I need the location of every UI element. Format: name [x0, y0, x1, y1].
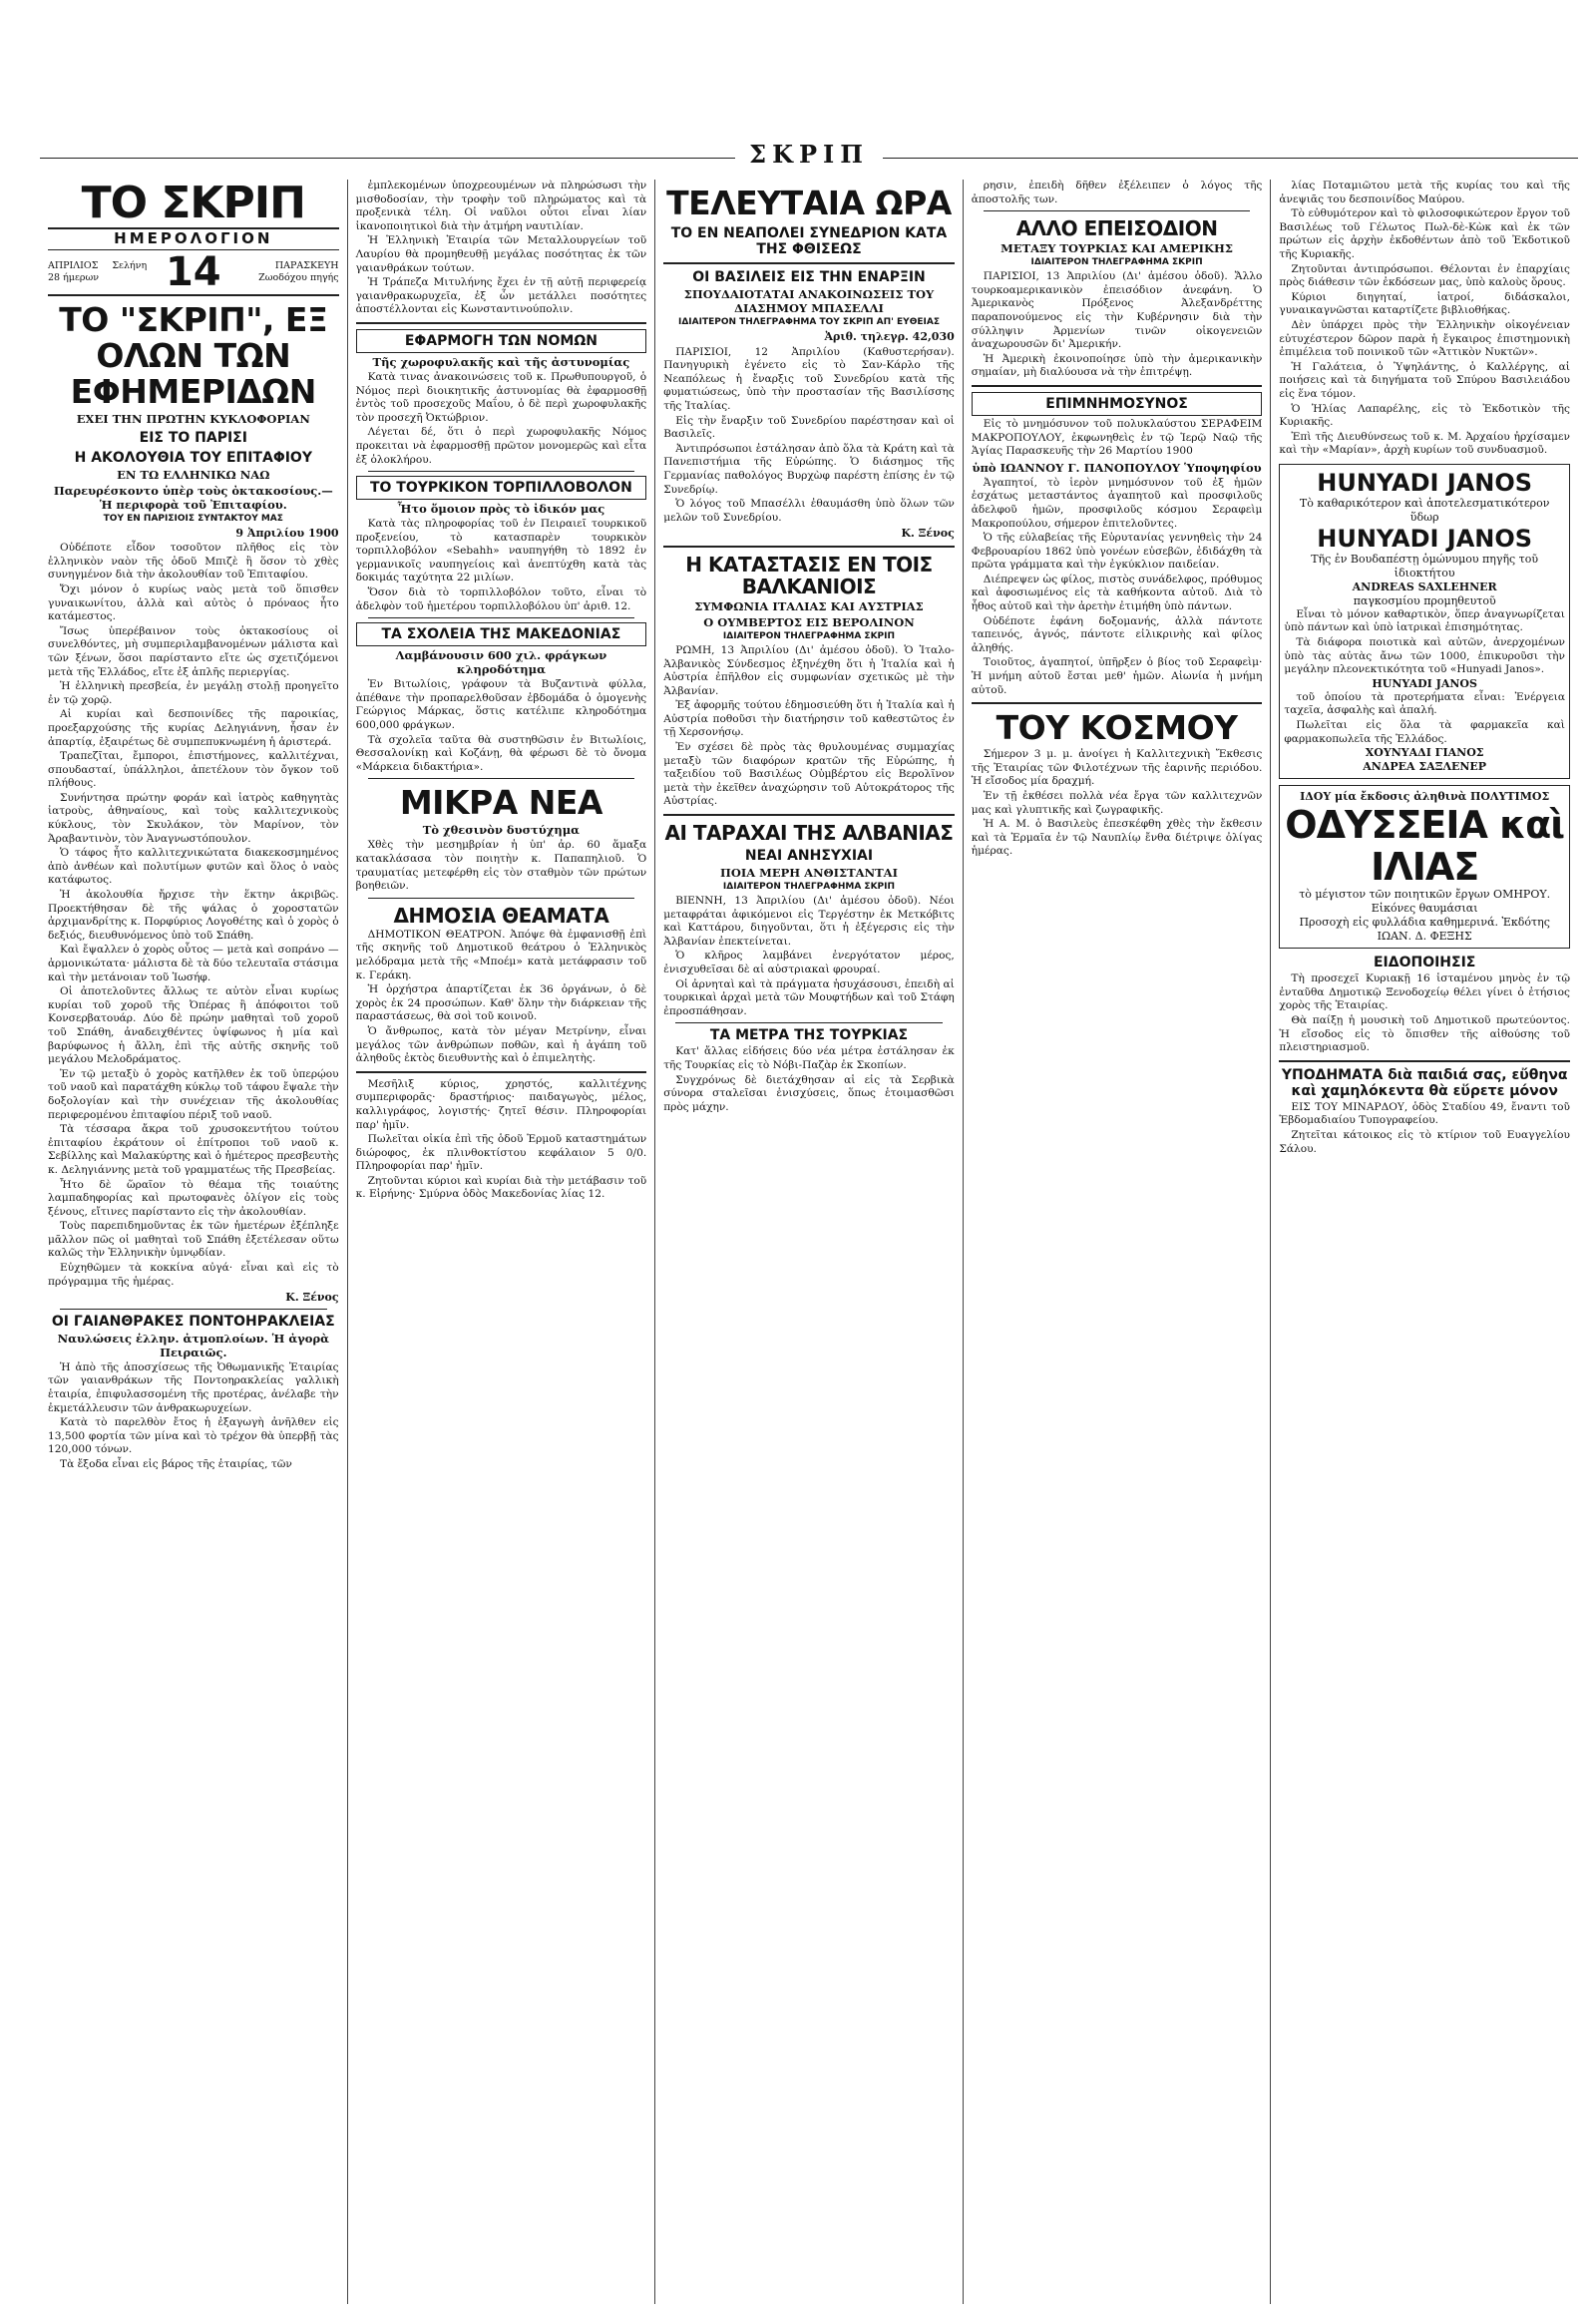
paragraph: Πωλεῖται οἰκία ἐπὶ τῆς ὁδοῦ Ἑρμοῦ καταστημάτων διώροφος, ἐκ πλινθοκτίστου κεφάλαιον 5 0/0. Πληροφορίαι παρ' ἡμῖν. [355, 1133, 647, 1173]
paragraph: Ἡ Α. Μ. ὁ Βασιλεὺς ἐπεσκέφθη χθὲς τὴν ἔκθεσιν καὶ τὰ Ἑρμαῖα ἐν τῷ Ναυπλίῳ ἔνθα διέτριψε ὀλίγας ἡμέρας. [971, 818, 1263, 858]
headline: ΤΑ ΣΧΟΛΕΙΑ ΤΗΣ ΜΑΚΕΔΟΝΙΑΣ [356, 622, 647, 646]
divider [368, 617, 635, 618]
paragraph: Εἰς τὸ μνημόσυνον τοῦ πολυκλαύστου ΣΕΡΑΦΕΙΜ ΜΑΚΡΟΠΟΥΛΟΥ, ἐκφωνηθεὶς ἐν τῷ Ἱερῷ Ναῷ τῆς Ἁγίας Παρασκευῆς τὴν 26 Μαρτίου 1900 [971, 417, 1263, 458]
paragraph: Ἐξ ἀφορμῆς τούτου ἐδημοσιεύθη ὅτι ἡ Ἰταλία καὶ ἡ Αὐστρία ποθοῦσι τὴν διατήρησιν τοῦ καθεστῶτος ἐν τῇ Χερσονήσῳ. [663, 699, 955, 739]
ad-title: ΟΔΥΣΣΕΙΑ καὶ ΙΛΙΑΣ [1285, 803, 1565, 890]
paragraph: Ἡ Ἀμερικὴ ἐκοινοποίησε ὑπὸ τὴν ἀμερικανικὴν σημαίαν, μὴ διαλύουσα νὰ τὴν ἐπιτρέψῃ. [971, 352, 1263, 379]
ad-line: ΑΝΔΡΕΑ ΣΑΞΛΕΝΕΡ [1363, 760, 1487, 774]
paragraph: Ἡ ἑλληνικὴ πρεσβεία, ἐν μεγάλῃ στολῇ προηγεῖτο ἐν τῷ χορῷ. [48, 680, 339, 706]
divider [972, 702, 1263, 704]
paragraph: Ἡ ἀκολουθία ἤρχισε τὴν ἕκτην ἀκριβῶς. Προεκτήθησαν δὲ τῆς ψάλας ὁ χοροστατῶν ἀρχιμανδρίτης κ. Πορφύριος Λογοθέτης καὶ ὁ χορὸς ὁ δεξιός, διευθυνόμενος ὑπὸ τοῦ Σπάθη. [48, 889, 339, 942]
paragraph: Ἀγαπητοί, τὸ ἱερὸν μνημόσυνον τοῦ ἐξ ἡμῶν ἐσχάτως μεταστάντος ἀγαπητοῦ καὶ προσφιλοῦς ἀδελφοῦ ἡμῶν, προσφιλοῦς κόσμου Σεραφεὶμ Μακροπούλου, σήμερον ἐπιτελοῦντες. [971, 476, 1263, 530]
headline: ΤΟ "ΣΚΡΙΠ", ΕΞ ΟΛΩΝ ΤΩΝ ΕΦΗΜΕΡΙΔΩΝ [59, 299, 328, 411]
kicker: Λαμβάνουσιν 600 χιλ. φράγκων κληροδότημα [395, 648, 607, 677]
paragraph: Οἱ ἀποτελοῦντες ἄλλως τε αὐτὸν εἶναι κυρίως κυρίαι τοῦ χοροῦ τῆς Ὀπέρας ἢ ἀπόφοιτοι τοῦ Κονσερβατουάρ. Δύο δὲ πρώην μαθηταὶ τοῦ χοροῦ τοῦ Σπάθη, ἀναδειχθέντες ὑψίφωνος ἡ μία καὶ βαρύφωνος ἡ ἄλλη, ἐπὶ τῆς αὐτῆς σκηνῆς τοῦ μεγάλου Μελοδράματος. [48, 985, 339, 1066]
paragraph: Ὁ ἄνθρωπος, κατὰ τὸν μέγαν Μετρίνην, εἶναι μεγάλος τῶν ἀνθρώπων ποθῶν, καὶ ἡ ἀγάπη τοῦ ἀληθοῦς ἐκτὸς διευθυντὴς καὶ ὁ ἐπιμελητὴς. [355, 1024, 647, 1065]
ad-line: παγκοσμίου προμηθευτοῦ [1353, 593, 1496, 607]
paragraph: Συνήντησα πρώτην φοράν καὶ ἰατρὸς καθηγητὰς ἰατροὺς, ἀθηναίους, καὶ τοὺς καλλιτεχνικοὺς κύκλους, τὸν Σκυλάκον, τὸν Μαρίνον, τὸν Ἀραβαντινὸν, τὸν Ἀναγνωστόπουλον. [48, 791, 339, 845]
paragraph: Κατὰ τὰς πληροφορίας τοῦ ἐν Πειραιεῖ τουρκικοῦ προξενείου, τὸ κατασπαρὲν τουρκικὸν τορπιλλοβόλον «Sebahh» ναυπηγήθη τὸ 1892 ἐν γερμανικοῖς ναυπηγείοις καὶ ἀνεπτύχθη κατὰ τὰς δοκιμάς ταχύτητα 22 μιλίων. [355, 518, 647, 584]
signature: Κ. Ξένος [285, 1291, 339, 1305]
kicker: Τῆς χωροφυλακῆς καὶ τῆς ἀστυνομίας [372, 354, 630, 369]
date-left: ΑΠΡΙΛΙΟΣ Σελήνη 28 ήμερων [48, 259, 148, 283]
paragraph: Ὅσον διὰ τὸ τορπιλλοβόλον τοῦτο, εἶναι τὸ ἀδελφὸν τοῦ ἡμετέρου τορπιλλοβόλου ὑπ' ἀριθ. 12. [355, 586, 647, 612]
paragraph: Ἀντιπρόσωποι ἐστάλησαν ἀπὸ ὅλα τὰ Κράτη καὶ τὰ Πανεπιστήμια τῆς Εὐρώπης. Ὁ διάσημος τῆς Γερμανίας παθολόγος Βυρχὼφ παρέστη ἐπίσης ἐν τῷ Συνεδρίῳ. [663, 442, 955, 496]
paragraph: Θὰ παίξῃ ἡ μουσικὴ τοῦ Δημοτικοῦ πρωτεύοντος. Ἡ εἴσοδος εἰς τὸ ὅπισθεν τῆς αἰθούσης τοῦ πλειστηριασμοῦ. [1279, 1014, 1570, 1054]
headline: ΕΙΔΟΠΟΙΗΣΙΣ [1373, 955, 1476, 971]
signature: Κ. Ξένος [901, 527, 955, 541]
paragraph: Ὁ Ἡλίας Λαπαρέλης, εἰς τὸ Ἐκδοτικὸν τῆς Κυριακῆς. [1279, 402, 1570, 429]
paragraph: ἐμπλεκομένων ὑποχρεουμένων νὰ πληρώσωσι τὴν μισθοδοσίαν, τὴν τροφὴν τοῦ πληρώματος καὶ τὰ προξενικὰ τέλη. Οἱ ναῦλοι οὗτοι εἶναι λίαν ἱκανοποιητικοὶ διὰ τὴν ἀτμήρη ναυτιλίαν. [355, 180, 647, 232]
kicker: ΣΠΟΥΔΑΙΟΤΑΤΑΙ ΑΝΑΚΟΙΝΩΣΕΙΣ ΤΟΥ ΔΙΑΣΗΜΟΥ ΜΠΑΣΕΛΛΙ [683, 287, 935, 315]
paragraph: Ἡ Γαλάτεια, ὁ Ὑψηλάντης, ὁ Καλλέργης, αἱ ποιήσεις καὶ τὰ διηγήματα τοῦ Σπύρου Βασιλειάδου εἰς ἕνα τόμον. [1279, 360, 1570, 400]
paragraph: Κατ' ἄλλας εἰδήσεις δύο νέα μέτρα ἐστάλησαν ἐκ τῆς Τουρκίας εἰς τὸ Νόβι-Παζὰρ ἐκ Σκοπίων. [663, 1045, 955, 1071]
paragraph: Ἐν σχέσει δὲ πρὸς τὰς θρυλουμένας συμμαχίας μεταξὺ τῶν διαφόρων κρατῶν τῆς Εὐρώπης, ἡ ταξειδίου τοῦ Βασιλέως Οὐμβέρτου εἰς Βερολῖνον μετὰ τὴν ἐκεῖθεν ἀναχώρησιν τοῦ Αὐτοκράτορος τῆς Αὐστρίας. [663, 741, 955, 808]
kicker: Τὸ χθεσινὸν δυστύχημα [422, 823, 580, 838]
paragraph: Οὐδέποτε εἶδον τοσοῦτον πλῆθος εἰς τὸν ἑλληνικὸν ναὸν τῆς ὁδοῦ Μπιζὲ ἢ ὅσον τὸ χθὲς συνηγμένον διὰ τὴν ἀκολουθίαν τοῦ Ἐπιταφίου. [48, 542, 339, 581]
dateline-date: 9 Ἀπριλίου 1900 [235, 526, 339, 540]
ad-line: τὸ μέγιστον τῶν ποιητικῶν ἔργων ΟΜΗΡΟΥ. Εἰκόνες θαυμάσιαι [1299, 888, 1551, 916]
dispatch-source: ΙΔΙΑΙΤΕΡΟΝ ΤΗΛΕΓΡΑΦΗΜΑ ΣΚΡΙΠ [722, 630, 896, 641]
paragraph: Μεσῆλιξ κύριος, χρηστός, καλλιτέχνης συμπεριφορᾶς· δραστήριος· παιδαγωγὸς, μέλος, καλλιγράφος, λογιστής· ζητεῖ θέσιν. Πληροφορίαι παρ' ἡμῖν. [355, 1077, 647, 1131]
column-2 [347, 180, 655, 2304]
kicker: ΠΟΙΑ ΜΕΡΗ ΑΝΘΙΣΤΑΝΤΑΙ [719, 866, 898, 881]
paragraph: ΕΙΣ ΤΟΥ ΜΙΝΑΡΔΟΥ, ὁδὸς Σταδίου 49, ἔναντι τοῦ Ἑβδομαδιαίου Τυπογραφείου. [1279, 1100, 1570, 1127]
paragraph: Τὰ διάφορα ποιοτικὰ καὶ αὐτῶν, ἀνερχομένων ὑπὸ τὰς αὐτὰς ἄνω τῶν 1000, ἐπικυροῦσι τὴν μεγάλην πλεονεκτικότητα τοῦ «Hunyadi Janos». [1284, 636, 1565, 676]
dispatch-source: ΙΔΙΑΙΤΕΡΟΝ ΤΗΛΕΓΡΑΦΗΜΑ ΣΚΡΙΠ [722, 882, 896, 893]
paragraph: Ἡ Ἑλληνικὴ Ἑταιρία τῶν Μεταλλουργείων τοῦ Λαυρίου θὰ προμηθευθῇ μεγάλας ποσότητας ἐκ τῶν γαιανθράκων τούτων. [355, 234, 647, 274]
paragraph: Ἐν Βιτωλίοις, γράφουν τὰ Βυζαντινὰ φύλλα, ἀπέθανε τὴν προπαρελθοῦσαν ἑβδομάδα ὁ ὁμογενὴς Γεώργιος Μάρκας, ὅστις κατέλιπε κληροδότημα 600,000 φράγκων. [355, 678, 647, 732]
date-day: 14 [165, 248, 221, 295]
paragraph: Τὴ προσεχεῖ Κυριακῇ 16 ἱσταμένου μηνὸς ἐν τῷ ἐνταῦθα Δημοτικῷ Ξενοδοχείῳ θέλει γίνει ὁ ἐτήσιος χορὸς τῆς Ἑταιρίας. [1279, 972, 1570, 1012]
paragraph: Κατὰ τὸ παρελθὸν ἔτος ἡ ἐξαγωγὴ ἀνῆλθεν εἰς 13,500 φορτία τῶν μίνα καὶ τὸ τρέχον θὰ ὑπερβῇ τὰς 120,000 τόνων. [48, 1416, 339, 1456]
paragraph: Τὰ ἔξοδα εἶναι εἰς βάρος τῆς ἑταιρίας, τῶν [60, 1458, 292, 1470]
dateline: ΤΟΥ ΕΝ ΠΑΡΙΣΙΟΙΣ ΣΥΝΤΑΚΤΟΥ ΜΑΣ [103, 513, 283, 524]
paragraph: τοῦ ὁποίου τὰ προτερήματα εἶναι: Ἐνέργεια ταχεῖα, ἀσφαλὴς καὶ ἀπαλή. [1284, 690, 1565, 717]
kicker: Παρευρέσκοντο ὑπὲρ τοὺς ὀκτακοσίους.—Ἡ περιφορὰ τοῦ Ἐπιταφίου. [53, 483, 333, 512]
paragraph: Δὲν ὑπάρχει πρὸς τὴν Ἑλληνικὴν οἰκογένειαν εὐτυχέστερον δῶρον παρὰ ἡ ἔγκαιρος ἐπιστημονικὴ ἐπιμέλεια τοῦ ποινικοῦ τῶν «Ἀττικὸν Νυκτῶν». [1279, 318, 1570, 359]
paragraph: Ὁ λόγος τοῦ Μπασέλλι ἐθαυμάσθη ὑπὸ ὅλων τῶν μελῶν τοῦ Συνεδρίου. [663, 498, 955, 524]
divider [1279, 1060, 1570, 1062]
paragraph: Ἡ Τράπεζα Μιτυλήνης ἔχει ἐν τῇ αὐτῇ περιφερείᾳ γαιανθρακωρυχεῖα, ἐξ ὧν μετάλλει ποσότητες ἀποστέλλονται εἰς Κωνσταντινούπολιν. [355, 276, 647, 316]
advertisement-hunyadi [1279, 464, 1570, 779]
paragraph: Τὸ εὐθυμότερον καὶ τὸ φιλοσοφικώτερον ἔργον τοῦ Βασιλέως τοῦ Γέλωτος Πωλ-δὲ-Κὼκ καὶ ἐκ τῶν πρώτων εἰς ἀρχὴν ἐκδοθέντων ἀπὸ τοῦ Ἐκδοτικοῦ τῆς Κυριακῆς. [1279, 207, 1570, 260]
paragraph: Ἡ ὀρχήστρα ἀπαρτίζεται ἐκ 36 ὀργάνων, ὁ δὲ χορὸς ἐκ 24 προσώπων. Καθ' ὅλην τὴν διάρκειαν τῆς παραστάσεως, θὰ σοὶ τοῦ κοινοῦ. [355, 983, 647, 1023]
paragraph: Οἱ ἀρνηταὶ καὶ τὰ πράγματα ἡσυχάσουσι, ἐπειδὴ αἱ τουρκικαὶ ἀρχαὶ μετὰ τῶν Μουφτήδων καὶ τοῦ Στάφη ἐπροσπάθησαν. [663, 977, 955, 1017]
ad-line: ΙΔΟΥ μία ἔκδοσις ἀληθινὰ ΠΟΛΥΤΙΜΟΣ [1300, 790, 1550, 804]
kicker: ΣΥΜΦΩΝΙΑ ΙΤΑΛΙΑΣ ΚΑΙ ΑΥΣΤΡΙΑΣ [694, 598, 924, 613]
divider [675, 1022, 943, 1023]
paragraph: Σήμερον 3 μ. μ. ἀνοίγει ἡ Καλλιτεχνικὴ Ἔκθεσις τῆς Ἑταιρίας τῶν Φιλοτέχνων τῆς ἐαρινῆς περιόδου. Ἡ εἴσοδος μία δραχμή. [971, 748, 1263, 788]
paragraph: ρησιν, ἐπειδὴ δῆθεν ἐξέλειπεν ὁ λόγος τῆς ἀποστολῆς των. [971, 180, 1263, 205]
headline: ΤΟ ΤΟΥΡΚΙΚΟΝ ΤΟΡΠΙΛΛΟΒΟΛΟΝ [356, 476, 647, 500]
headline: ΤΟ ΕΝ ΝΕΑΠΟΛΕΙ ΣΥΝΕΔΡΙΟΝ ΚΑΤΑ ΤΗΣ ΦΘΙΣΕΩΣ [670, 225, 948, 257]
divider [368, 898, 635, 899]
ad-line: ANDREAS SAXLEHNER [1352, 580, 1497, 593]
paragraph: Αἱ κυρίαι καὶ δεσποινίδες τῆς παροικίας, προεξαρχούσης τῆς κυρίας Δεληγιάννη, ἦσαν ἐν ἀπαρτίᾳ, ἐξαιρέτως δὲ συμπεπυκνωμένη ἡ ἀριστερά. [48, 708, 339, 748]
headline: Η ΚΑΤΑΣΤΑΣΙΣ ΕΝ ΤΟΙΣ ΒΑΛΚΑΝΙΟΙΣ [685, 552, 933, 598]
advertisement-odyssey [1279, 785, 1570, 949]
column-5 [1270, 180, 1578, 2304]
headline: ΔΗΜΟΣΙΑ ΘΕΑΜΑΤΑ [393, 903, 609, 928]
date-box [48, 249, 339, 296]
headline: ΟΙ ΓΑΙΑΝΘΡΑΚΕΣ ΠΟΝΤΟΗΡΑΚΛΕΙΑΣ [51, 1313, 335, 1330]
paragraph: Πωλεῖται εἰς ὅλα τὰ φαρμακεῖα καὶ φαρμακοπωλεῖα τῆς Ἑλλάδος. [1284, 719, 1565, 745]
divider [663, 262, 955, 264]
dispatch-source: ΙΔΙΑΙΤΕΡΟΝ ΤΗΛΕΓΡΑΦΗΜΑ ΣΚΡΙΠ [1030, 257, 1203, 268]
ad-line: Τὸ καθαρικότερον καὶ ἀποτελεσματικότερον ὕδωρ [1299, 496, 1550, 524]
ad-line: ΧΟΥΝΥΑΔΙ ΓΙΑΝΟΣ [1365, 746, 1484, 760]
paragraph: Κατὰ τινας ἀνακοινώσεις τοῦ κ. Πρωθυπουργοῦ, ὁ Νόμος περὶ διοικητικῆς ἀστυνομίας θὰ ἐφαρμοσθῇ ἐντὸς τοῦ προσεχοῦς Μαΐου, ὁ δὲ περὶ χωροφυλακῆς τὸν προσεχῆ Ὀκτώβριον. [355, 370, 647, 424]
paragraph: Ζητοῦνται κύριοι καὶ κυρίαι διὰ τὴν μετάβασιν τοῦ κ. Εἰρήνης· Σμύρνα ὁδὸς Μακεδονίας λίας 12. [355, 1174, 647, 1201]
paragraph: ΠΑΡΙΣΙΟΙ, 12 Ἀπριλίου (Καθυστερήσαν). Πανηγυρικὴ ἐγένετο εἰς τὸ Σαν-Κάρλο τῆς Νεαπόλεως ἡ ἔναρξις τοῦ Συνεδρίου κατὰ τῆς φυματιώσεως, ὑπὸ τὴν προστασίαν τῆς Βασιλίσσης τῆς Ἰταλίας. [663, 345, 955, 412]
paragraph: Εἰς τὴν ἔναρξιν τοῦ Συνεδρίου παρέστησαν καὶ οἱ Βασιλεῖς. [663, 414, 955, 441]
paragraph: Τὰ τέσσαρα ἄκρα τοῦ χρυσοκεντήτου τούτου ἐπιταφίου ἐκράτουν οἱ ἐπίτροποι τοῦ ναοῦ κ. Σεβίλλης καὶ Μαλακύρτης καὶ ὁ ἡμέτερος πρεσβευτὴς κ. Δεληγιάννης μετὰ τοῦ γραμματέως τῆς Πρεσβείας. [48, 1123, 339, 1176]
ad-line: Τῆς ἐν Βουδαπέστῃ ὁμώνυμου πηγῆς τοῦ ἰδιοκτήτου [1311, 552, 1539, 580]
headline: ΕΦΑΡΜΟΓΗ ΤΩΝ ΝΟΜΩΝ [356, 329, 647, 353]
telegram-ref: Ἀριθ. τηλεγρ. 42,030 [824, 330, 955, 343]
column-3 [654, 180, 963, 2304]
paragraph: Ζητεῖται κάτοικος εἰς τὸ κτίριον τοῦ Ευαγγελίου Σάλου. [1279, 1128, 1570, 1155]
paragraph: Ὁ τάφος ἦτο καλλιτεχνικώτατα διακεκοσμημένος ἀπὸ ἀνθέων καὶ πολυτίμων φυτῶν καὶ ὅλος ὁ ναὸς κατάφωτος. [48, 847, 339, 887]
headline: ΑΙ ΤΑΡΑΧΑΙ ΤΗΣ ΑΛΒΑΝΙΑΣ [664, 821, 954, 846]
paragraph: Ὁ κλῆρος λαμβάνει ἐνεργότατον μέρος, ἐνισχυθεῖσαι δὲ αἱ αὐστριακαὶ φρουραί. [663, 950, 955, 975]
ad-title: HUNYADI JANOS [1317, 524, 1533, 553]
headline: ΑΛΛΟ ΕΠΕΙΣΟΔΙΟΝ [1015, 216, 1218, 241]
paragraph: Ἐν τῇ ἐκθέσει πολλὰ νέα ἔργα τῶν καλλιτεχνῶν μας καὶ γλυπτικῆς καὶ ζωγραφικῆς. [971, 790, 1263, 816]
paragraph: Διέπρεψεν ὡς φίλος, πιστὸς συνάδελφος, πρόθυμος καὶ ἀφοσιωμένος εἰς τὰ καθήκοντα αὐτοῦ. Διὰ τὸ ἦθος αὐτοῦ καὶ τὴν ἀρετὴν ἐτιμήθη ὑπὸ πάντων. [971, 573, 1263, 613]
kicker: ΕΧΕΙ ΤΗΝ ΠΡΩΤΗΝ ΚΥΚΛΟΦΟΡΙΑΝ [76, 411, 310, 426]
paragraph: Τὰ σχολεῖα ταῦτα θὰ συστηθῶσιν ἐν Βιτωλίοις, Θεσσαλονίκῃ καὶ Κοζάνῃ, θὰ φέρωσι δὲ τὸ ὄνομα «Μάρκεια διδακτήρια». [355, 733, 647, 773]
masthead [40, 140, 1578, 169]
paragraph: Τραπεζῖται, ἔμποροι, ἐπιστήμονες, καλλιτέχναι, σπουδασταί, ὑπάλληλοι, ἀπετέλουν τὸν ὄγκον τοῦ πλήθους. [48, 750, 339, 790]
paragraph: Τοιοῦτος, ἀγαπητοί, ὑπῆρξεν ὁ βίος τοῦ Σεραφεὶμ· Ἡ μνήμη αὐτοῦ ἔσται μεθ' ἡμῶν. Αἰωνία ἡ μνήμη αὐτοῦ. [971, 656, 1263, 696]
paragraph: Εἶναι τὸ μόνον καθαρτικὸν, ὅπερ ἀναγνωρίζεται ὑπὸ πάντων καὶ ὑπὸ ἰατρικαὶ ἐπισημότητας. [1284, 607, 1565, 634]
headline: ΤΑ ΜΕΤΡΑ ΤΗΣ ΤΟΥΡΚΙΑΣ [709, 1027, 909, 1044]
paragraph: Ζητοῦνται ἀντιπρόσωποι. Θέλονται ἐν ἐπαρχίαις πρὸς διάθεσιν τῶν ἐκδόσεων μας, ὑπὸ καλοὺς ὅρους. [1279, 262, 1570, 289]
paragraph: Λέγεται δέ, ὅτι ὁ περὶ χωροφυλακῆς Νόμος προκειται νὰ ἐφαρμοσθῇ πρῶτον μονομερῶς καὶ εἶτα ἐξ ὁλοκλήρου. [355, 426, 647, 466]
paragraph: ΡΩΜΗ, 13 Ἀπριλίου (Δι' ἀμέσου ὁδοῦ). Ὁ Ἰταλο-Ἀλβανικὸς Σύνδεσμος ἐξηνέχθη ὅτι ἡ Ἰταλία καὶ ἡ Αὐστρία ἐπῆλθον εἰς συμφωνίαν σχετικῶς μὲ τὴν Ἀλβανίαν. [663, 643, 955, 697]
divider [356, 1071, 647, 1073]
headline: ΜΙΚΡΑ ΝΕΑ [399, 783, 602, 823]
kicker: Ναυλώσεις ἑλλην. ἀτμοπλοίων. Ἡ ἀγορὰ Πειραιῶς. [57, 1331, 329, 1359]
headline: ΥΠΟΔΗΜΑΤΑ διὰ παιδιά σας, εὔθηνα καὶ χαμηλόκεντα θὰ εὕρετε μόνον [1281, 1066, 1568, 1099]
columns [40, 180, 1578, 2304]
paragraph: ΒΙΕΝΝΗ, 13 Ἀπριλίου (Δι' ἀμέσου ὁδοῦ). Νέοι μεταφράται ἀφικόμενοι εἰς Τεργέστην ἐκ Μετκόβιτς καὶ Καττάρου, διηγοῦνται, ὅτι ἡ ἐξέγερσις εἰς τὴν Ἀλβανίαν ἐπεκτείνεται. [663, 895, 955, 948]
ad-line: HUNYADI JANOS [1372, 676, 1477, 690]
headline: ΝΕΑΙ ΑΝΗΣΥΧΙΑΙ [744, 848, 874, 865]
divider [60, 1309, 327, 1310]
paragraph: Ἐν τῷ μεταξὺ ὁ χορὸς κατῆλθεν ἐκ τοῦ ὑπερῴου τοῦ ναοῦ καὶ παρατάχθη κύκλῳ τοῦ τάφου ἔψαλε τὴν δοξολογίαν καὶ τὴν συνέχειαν τῆς ἀκολουθίας περιφερομένου ἐπιταφίου πέριξ τοῦ ναοῦ. [48, 1067, 339, 1121]
kicker: ΜΕΤΑΞΥ ΤΟΥΡΚΙΑΣ ΚΑΙ ΑΜΕΡΙΚΗΣ [1000, 241, 1234, 256]
paragraph: Ἡ ἀπὸ τῆς ἀποσχίσεως τῆς Ὀθωμανικῆς Ἑταιρίας τῶν γαιανθράκων τῆς Ποντοηρακλείας γαλλικὴ ἑταιρία, ἐπιφυλασσομένη τῆς προτέρας, ἀνέλαβε τὴν ἐκμετάλλευσιν τῶν ἀνθρακωρυχείων. [48, 1360, 339, 1414]
divider [984, 210, 1251, 211]
paragraph: ΠΑΡΙΣΙΟΙ, 13 Ἀπριλίου (Δι' ἀμέσου ὁδοῦ). Ἄλλο τουρκοαμερικανικὸν ἐπεισόδιον ἀνεφάνη. Ὁ Ἀμερικανὸς Πρόξενος Ἀλεξανδρέττης παραπονούμενος εἰς τὴν Κυβέρνησιν διὰ τὴν σύλληψιν Ἀρμενίων τινῶν οἰκογενειῶν ἀναχωρουσῶν δι' Ἀμερικήν. [971, 270, 1263, 351]
paragraph: Χθὲς τὴν μεσημβρίαν ἡ ὑπ' ἀρ. 60 ἅμαξα κατακλάσασα τὸν ποιητὴν κ. Παπαπηλιοῦ. Ὁ τραυματίας μετεφέρθη εἰς τὸν σταθμὸν τῶν πρώτων βοηθειῶν. [355, 839, 647, 893]
paragraph: Συγχρόνως δὲ διετάχθησαν αἱ εἰς τὰ Σερβικὰ σύνορα σταλεῖσαι ἐνισχύσεις, ὅπως ἑτοιμασθῶσι πρὸς μάχην. [663, 1073, 955, 1113]
author-line: ὑπὸ ΙΩΑΝΝΟΥ Γ. ΠΑΝΟΠΟΥΛΟΥ Ὑποψηφίου [972, 460, 1262, 475]
paragraph: Ἴσως ὑπερέβαινον τοὺς ὀκτακοσίους οἱ συνελθόντες, μὴ συμπεριλαμβανομένων μάλιστα καὶ τῶν ξένων, ὅσοι παρίσταντο εἴτε ὡς σχετιζόμενοι μετὰ τῆς Ἑλλάδος, εἴτε ἐξ ἁπλῆς περιεργίας. [48, 624, 339, 678]
paragraph: Καὶ ἔψαλλεν ὁ χορὸς οὗτος — μετὰ καὶ σοπράνο — ἁρμονικώτατα· μάλιστα δὲ τὰ δύο τελευταῖα στάσιμα καὶ τὴν μετάνοιαν τοῦ Ἰωσήφ. [48, 944, 339, 983]
ad-line: Προσοχὴ εἰς φυλλάδια καθημερινά. Ἐκδότης ΙΩΑΝ. Δ. ΦΕΞΗΣ [1299, 916, 1550, 944]
divider [663, 546, 955, 548]
divider [663, 814, 955, 816]
divider [368, 778, 635, 779]
paragraph: λίας Ποταμιῶτου μετὰ τῆς κυρίας του καὶ τῆς ἀνεψιᾶς του δεσποινίδος Μαύρου. [1279, 180, 1570, 205]
paragraph: Ὄχι μόνον ὁ κυρίως ναὸς μετὰ τοῦ ὅπισθεν γυναικωνίτου, ἀλλὰ καὶ αὐτὸς ὁ πρόναος ἦτο κατάμεστος. [48, 582, 339, 623]
ad-title: HUNYADI JANOS [1317, 468, 1533, 497]
date-right: ΠΑΡΑΣΚΕΥΗ Ζωοδόχου πηγής [258, 259, 339, 283]
headline: ΕΙΣ ΤΟ ΠΑΡΙΣΙ [139, 429, 247, 446]
column-4 [963, 180, 1271, 2304]
kicker: ΕΝ ΤΩ ΕΛΛΗΝΙΚΩ ΝΑΩ [117, 467, 270, 482]
column-1 [40, 180, 347, 2304]
paragraph: ΔΗΜΟΤΙΚΟΝ ΘΕΑΤΡΟΝ. Ἀπόψε θὰ ἐμφανισθῇ ἐπὶ τῆς σκηνῆς τοῦ Δημοτικοῦ θεάτρου ὁ Ἑλληνικὸς μελόδραμα μετὰ τῆς «Μποέμ» κατὰ μετάφρασιν τοῦ κ. Γεράκη. [355, 928, 647, 981]
paragraph: Ἐπὶ τῆς Διευθύνσεως τοῦ κ. Μ. Ἀρχαίου ἠρχίσαμεν καὶ τὴν «Μαρίαν», ἀρχὴ κυρίων τοῦ συνδυασμοῦ. [1279, 430, 1570, 457]
headline: ΕΠΙΜΝΗΜΟΣΥΝΟΣ [972, 392, 1263, 416]
kicker: Ο ΟΥΜΒΕΡΤΟΣ ΕΙΣ ΒΕΡΟΛΙΝΟΝ [703, 614, 915, 629]
masthead-title: ΣΚΡΙΠ [735, 140, 883, 169]
newspaper-logo: ΤΟ ΣΚΡΙΠ [48, 180, 339, 229]
divider [972, 385, 1263, 387]
divider [356, 322, 647, 324]
kicker: Ἦτο ὅμοιον πρὸς τὸ ἰδικόν μας [397, 502, 605, 517]
divider [368, 471, 635, 472]
calendar-heading: ΗΜΕΡΟΛΟΓΙΟΝ [114, 229, 273, 247]
paragraph: Εὐχηθῶμεν τὰ κοκκίνα αὐγά· εἶναι καὶ εἰς τὸ πρόγραμμα τῆς ἡμέρας. [48, 1262, 339, 1288]
paragraph: Τοὺς παρεπιδημοῦντας ἐκ τῶν ἡμετέρων ἐξέπληξε μᾶλλον πῶς οἱ μαθηταὶ τοῦ Σπάθη ἐξετέλεσαν οὕτω καλῶς τὴν Ἑλληνικὴν ὑμνῳδίαν. [48, 1220, 339, 1260]
headline: ΤΕΛΕΥΤΑΙΑ ΩΡΑ [666, 184, 952, 222]
headline: Η ΑΚΟΛΟΥΘΙΑ ΤΟΥ ΕΠΙΤΑΦΙΟΥ [74, 449, 312, 466]
paragraph: Ὁ τῆς εὐλαβείας τῆς Εὐρυτανίας γεννηθεὶς τὴν 24 Φεβρουαρίου 1862 ὑπὸ γονέων εὐσεβῶν, ἐδιδάχθη τὰ πρῶτα γράμματα καὶ τὴν ἐγκύκλιον παιδείαν. [971, 532, 1263, 572]
paragraph: Ἦτο δὲ ὥραῖον τὸ θέαμα τῆς τοιαύτης λαμπαδηφορίας καὶ πρωτοφανὲς ὀλίγον εἰς τοὺς ξένους, εἴτινες παρίσταντο εἰς τὴν ἀκολουθίαν. [48, 1178, 339, 1218]
paragraph: Κύριοι διηγηταί, ἰατροί, διδάσκαλοι, γυναικαγνῶσται καταρτίζετε βιβλιοθήκας. [1279, 290, 1570, 317]
dispatch-source: ΙΔΙΑΙΤΕΡΟΝ ΤΗΛΕΓΡΑΦΗΜΑ ΤΟΥ ΣΚΡΙΠ ΑΠ' ΕΥΘΕΙΑΣ [677, 317, 940, 327]
headline: ΟΙ ΒΑΣΙΛΕΙΣ ΕΙΣ ΤΗΝ ΕΝΑΡΞΙΝ [692, 269, 926, 285]
paragraph: Οὐδέποτε ἐφάνη δοξομανής, ἀλλὰ πάντοτε ταπεινός, ἁγνός, πάντοτε εἰλικρινὴς καὶ φίλος ἀληθής. [971, 614, 1263, 654]
headline: ΤΟΥ ΚΟΣΜΟΥ [996, 708, 1238, 748]
